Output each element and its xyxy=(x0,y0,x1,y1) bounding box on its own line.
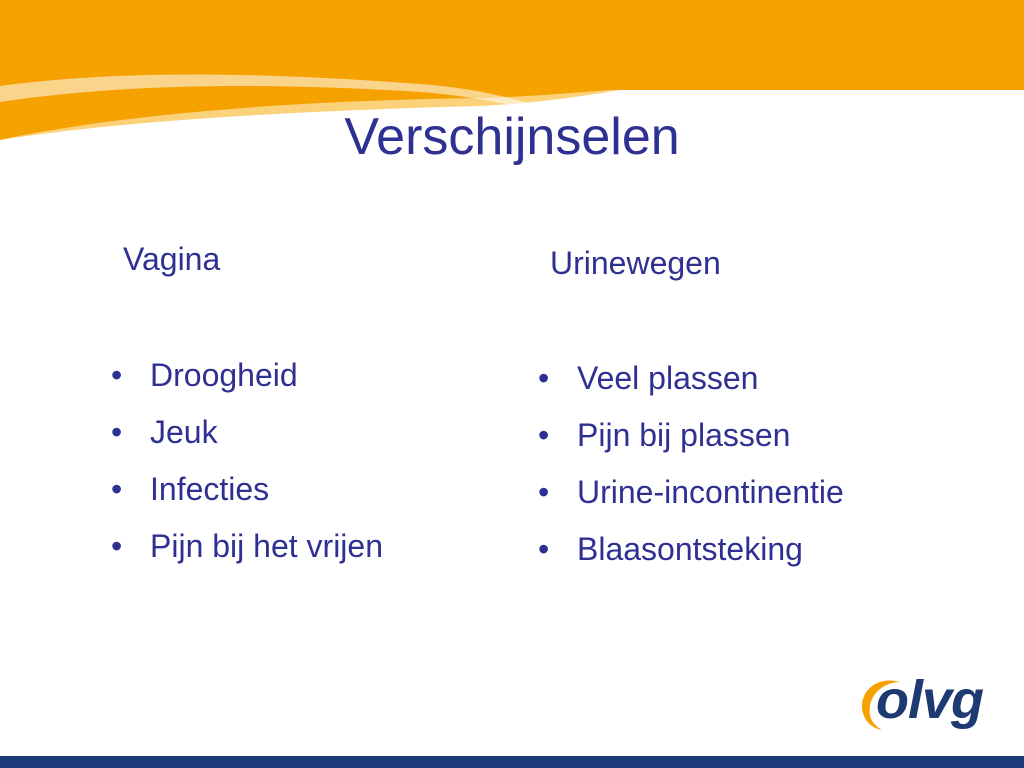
bullet-icon: • xyxy=(111,357,123,393)
list-item-label: Pijn bij plassen xyxy=(577,417,791,453)
bullet-icon: • xyxy=(111,471,123,507)
list-item xyxy=(538,530,844,587)
column-heading-urinewegen: Urinewegen xyxy=(550,245,721,281)
bullet-icon: • xyxy=(538,474,550,510)
logo-wordmark: olvg xyxy=(876,670,984,730)
list-item xyxy=(538,416,844,473)
list-item xyxy=(538,473,844,530)
column-heading-vagina: Vagina xyxy=(123,241,221,277)
bullet-icon: • xyxy=(538,417,550,453)
bullet-icon: • xyxy=(111,414,123,450)
slide-title: Verschijnselen xyxy=(344,108,680,166)
symptom-list-vagina xyxy=(111,356,383,584)
bullet-icon: • xyxy=(111,528,123,564)
list-item-label: Pijn bij het vrijen xyxy=(150,528,383,564)
list-item-label: Infecties xyxy=(150,471,270,507)
list-item xyxy=(538,359,844,416)
list-item-label: Urine-incontinentie xyxy=(577,474,844,510)
list-item-label: Droogheid xyxy=(150,357,298,393)
bullet-icon: • xyxy=(538,531,550,567)
list-item xyxy=(111,413,383,470)
list-item-label: Veel plassen xyxy=(577,360,759,396)
bullet-icon: • xyxy=(538,360,550,396)
symptom-list-urinewegen xyxy=(538,359,844,587)
list-item-label: Blaasontsteking xyxy=(577,531,803,567)
list-item xyxy=(111,527,383,584)
list-item-label: Jeuk xyxy=(150,414,218,450)
olvg-logo xyxy=(858,670,984,736)
list-item xyxy=(111,356,383,413)
list-item xyxy=(111,470,383,527)
footer-band xyxy=(0,756,1024,768)
